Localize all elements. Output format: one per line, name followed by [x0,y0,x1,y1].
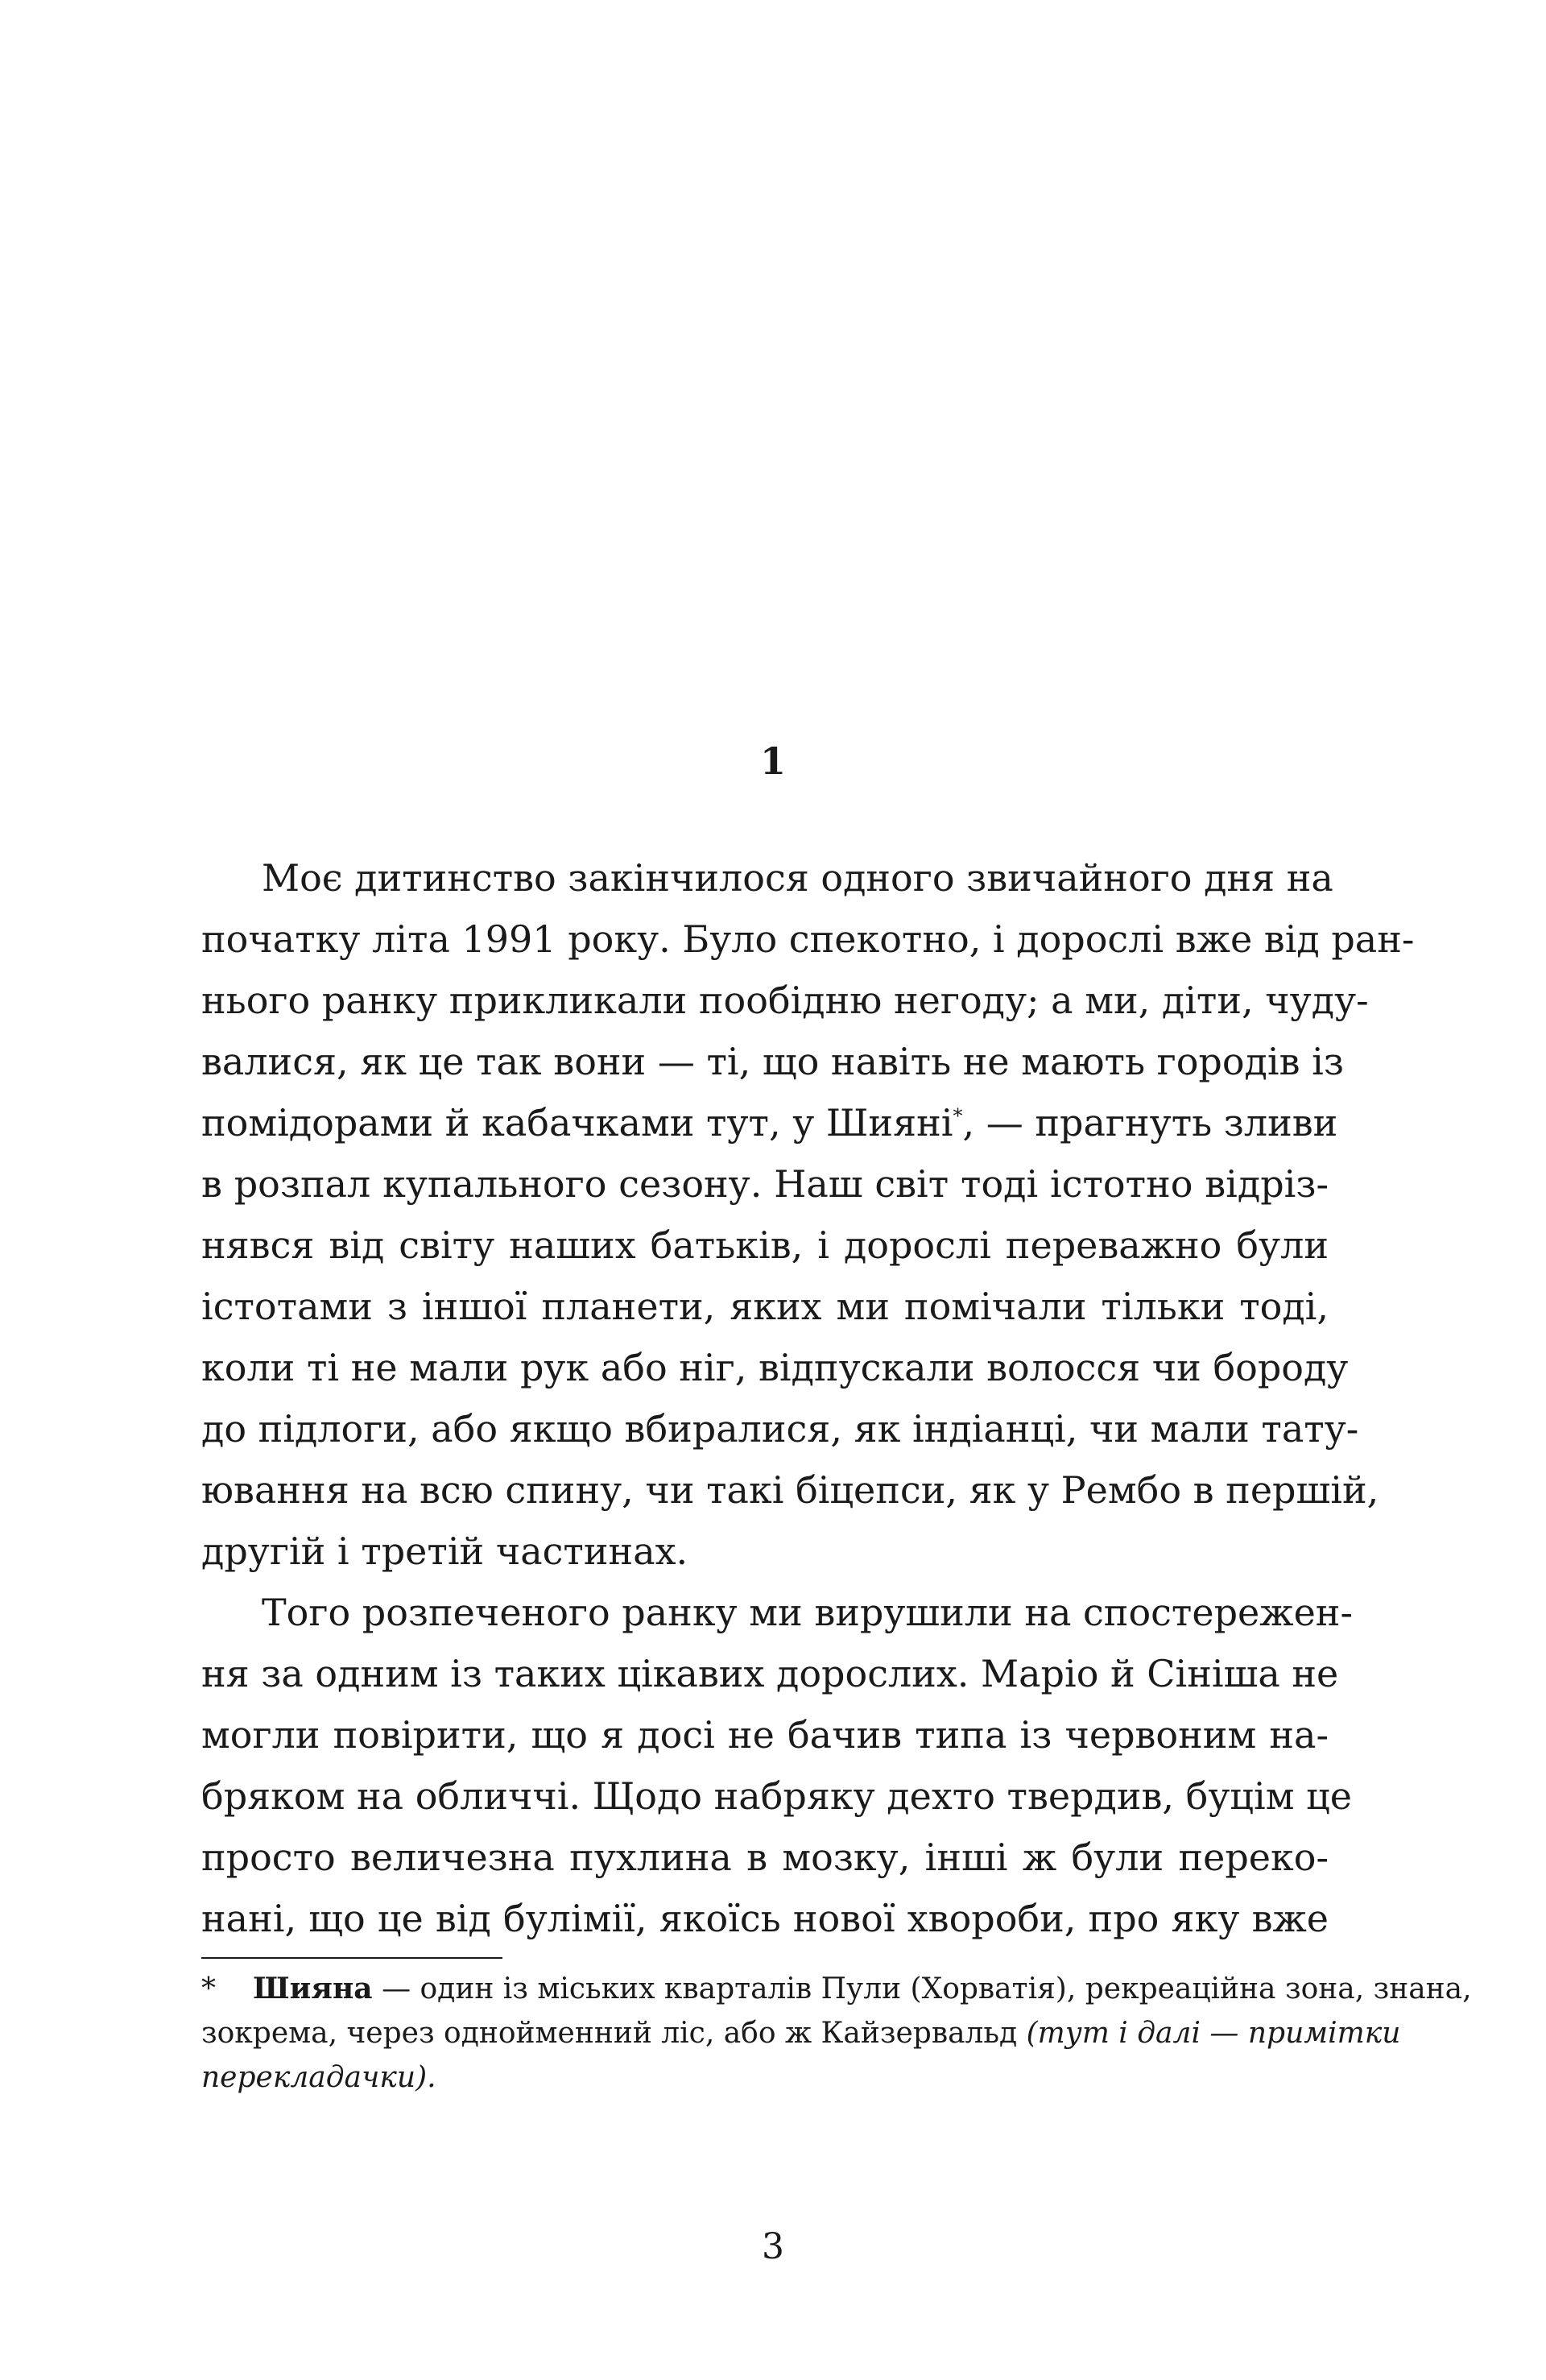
text-line: нього ранку прикликали пообідню негоду; а ми, діти, чуду- [201,979,1369,1022]
text-line: могли повірити, що я досі не бачив типа із червоним на- [201,1713,1329,1757]
footnote-term: Шияна [253,1972,373,2005]
text-line: до підлоги, або якщо вбиралися, як індіанці, чи мали тату- [201,1407,1359,1451]
text-line: в розпал купального сезону. Наш світ тоді істотно відріз- [201,1162,1329,1206]
text-line: Моє дитинство закінчилося одного звичайного дня на [262,856,1333,900]
text-line-with-footnote [201,1092,1338,1153]
footnote-italic-text: перекладачки). [201,2061,436,2094]
footnote-marker: * [201,1972,216,2005]
text-line: бряком на обличчі. Щодо набряку дехто твердив, буцім це [201,1774,1352,1818]
page-number: 3 [762,2226,784,2267]
text-line: Того розпеченого ранку ми вирушили на спостережен- [262,1591,1354,1634]
text-line: ювання на всю спину, чи такі біцепси, як у Рембо в першій, [201,1468,1379,1512]
text-line: просто величезна пухлина в мозку, інші ж були переко- [201,1836,1329,1879]
footnote-text: — один із міських кварталів Пули (Хорватія), рекреаційна зона, знана, [372,1972,1472,2005]
text-line: другій і третій частинах. [201,1529,688,1573]
text-line: валися, як це так вони — ті, що навіть не мають городів із [201,1040,1344,1083]
footnote-text: зокрема, через однойменний ліс, або ж Кайзервальд [201,2017,1027,2050]
footnote-line [201,2011,1401,2055]
main-text [201,847,1415,1949]
chapter-number: 1 [759,739,786,783]
footnote [201,1967,1472,2100]
text-line: коли ті не мали рук або ніг, відпускали волосся чи бороду [201,1346,1349,1389]
footnote-line [201,1967,1472,2011]
text-line: нані, що це від булімії, якоїсь нової хвороби, про яку вже [201,1897,1329,1940]
footnote-italic-text: (тут і далі — примітки [1026,2017,1401,2050]
text-line: істотами з іншої планети, яких ми помічали тільки тоді, [201,1285,1329,1328]
text-line: ня за одним із таких цікавих дорослих. Маріо й Сініша не [201,1652,1339,1695]
text-line: початку літа 1991 року. Було спекотно, і дорослі вже від ран- [201,917,1415,961]
text-fragment: помідорами й кабачками тут, у Шияні [201,1101,953,1144]
text-line: нявся від світу наших батьків, і дорослі переважно були [201,1223,1329,1267]
footnote-divider [201,1957,502,1959]
footnote-reference[interactable]: * [953,1104,963,1128]
text-fragment: , — прагнуть зливи [962,1101,1338,1144]
